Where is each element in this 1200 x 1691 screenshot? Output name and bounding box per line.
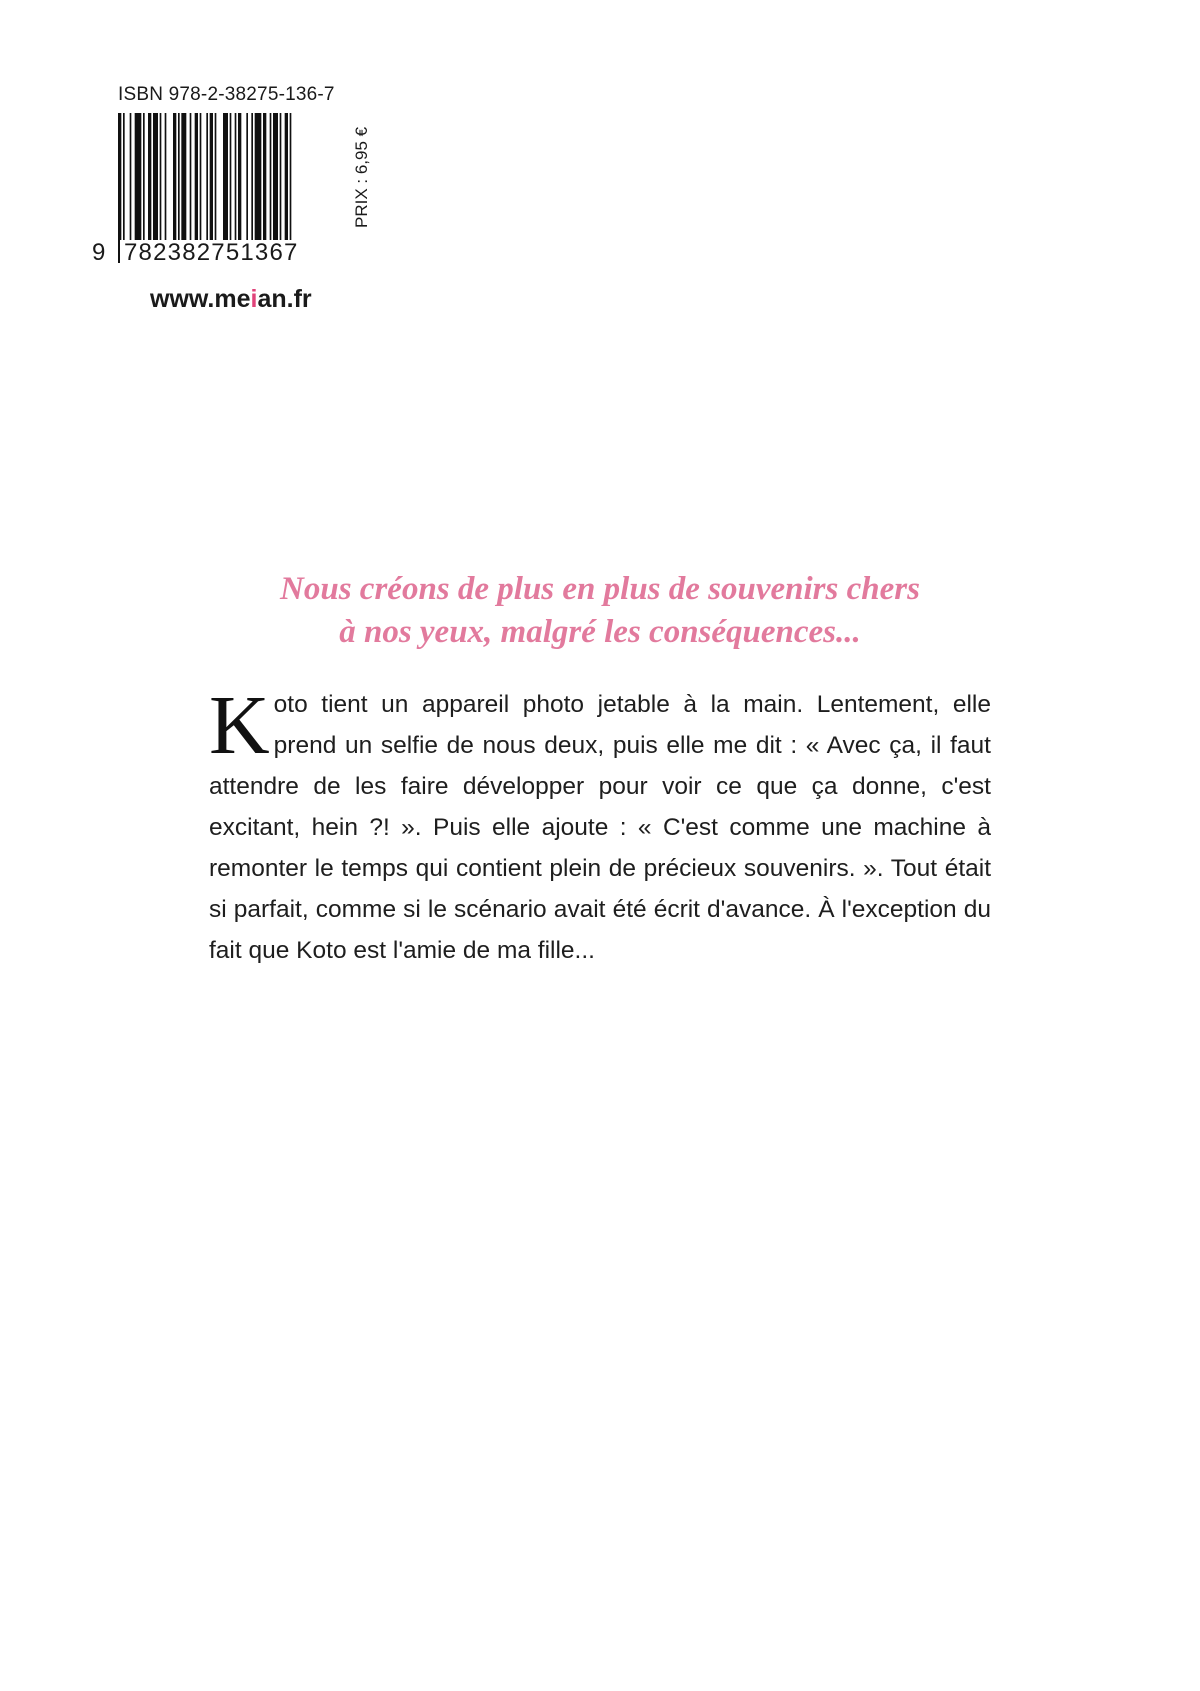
barcode-bar [285,113,288,241]
barcode-bar [200,113,202,241]
website-suffix: an.fr [257,285,312,313]
barcode-bar [135,113,142,241]
barcode-bar [148,113,151,241]
barcode-bar [255,113,262,241]
barcode-bar [195,113,198,241]
barcode-digits: 782382751367 [120,240,339,266]
barcode-bar [160,113,162,241]
barcode-bar [238,113,241,241]
tagline-line-2: à nos yeux, malgré les conséquences... [339,614,861,650]
price-label: PRIX : 6,95 € [352,126,371,228]
barcode-bar [165,113,167,241]
barcode-bar [263,113,266,241]
barcode-bar [215,113,217,241]
barcode-bar [251,113,253,241]
barcode-bar [190,113,192,241]
barcode-bar [143,113,145,241]
barcode-bar [235,113,237,241]
tagline-line-1: Nous créons de plus en plus de souvenirs chers [280,571,920,607]
blurb-paragraph [209,679,991,971]
barcode-bar [223,113,228,241]
barcode-bar [230,113,232,241]
barcode-bar [130,113,132,241]
barcode-bar [178,113,180,241]
barcode-bar [270,113,272,241]
barcode-bar [181,113,186,241]
website-link[interactable] [150,285,312,314]
website-prefix: www.me [150,285,251,313]
tagline [0,568,1200,654]
drop-cap: K [209,679,270,772]
isbn-label: ISBN 978-2-38275-136-7 [118,84,335,105]
barcode-bar [273,113,278,241]
blurb-text: oto tient un appareil photo jetable à la main. Lentement, elle prend un selfie de nous deux, puis elle me dit : « Avec ça, il faut attendre de les faire développer pour voir ce que ça donne, c'est excitant, hein ?! ». Puis elle ajoute : « C'est comme une machine à remonter le temps qui contient plein de précieux souvenirs. ». Tout était si parfait, comme si le scénario avait été écrit d'avance. À l'exception du fait que Koto est l'amie de ma fille... [209,691,991,964]
barcode-bar [246,113,248,241]
barcode-bar [173,113,176,241]
barcode-bar [280,113,282,241]
barcode-bar [153,113,158,241]
website-accent-letter: i [250,285,258,313]
barcode-lead-digit: 9 [92,239,106,266]
